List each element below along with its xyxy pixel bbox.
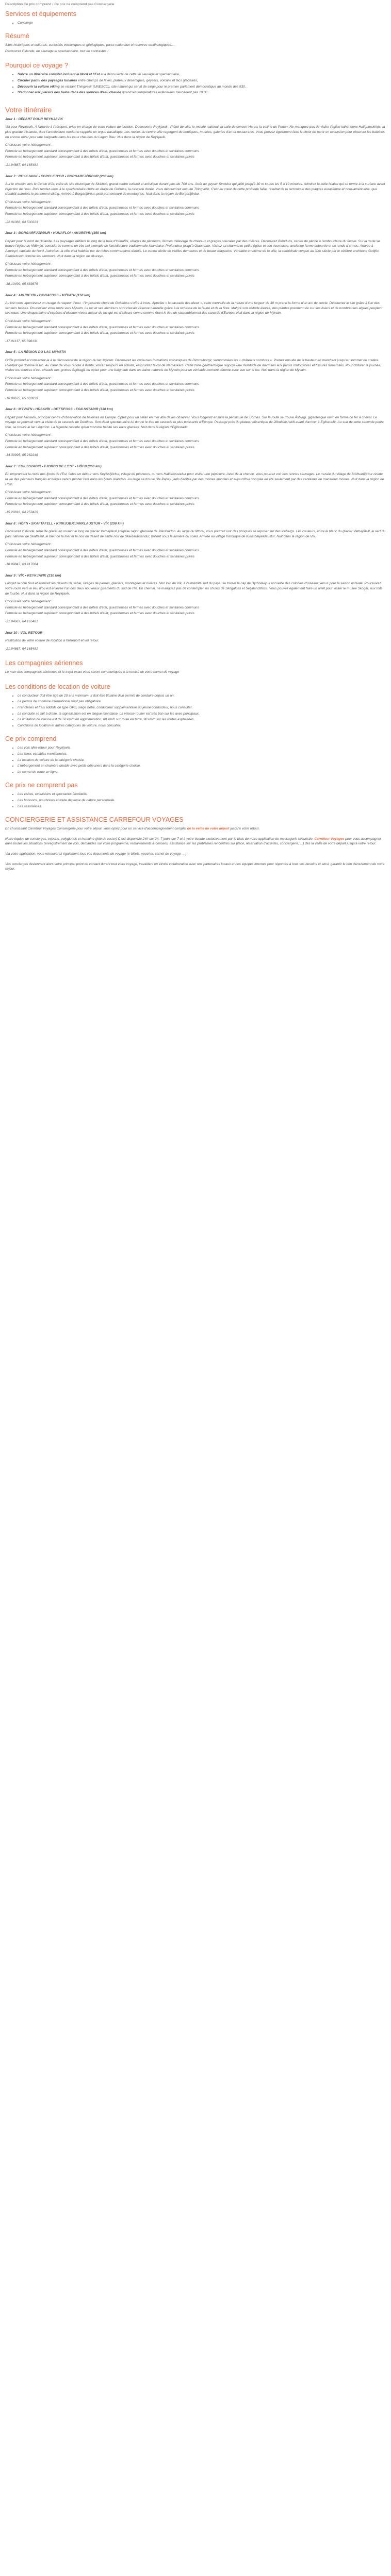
resume-line: Sites historiques et culturels, curiosités volcaniques et géologiques, parcs nationaux et réserves ornithologiques....	[5, 43, 175, 47]
lodging-option: Formule en hébergement standard correspondant à des hôtels d'état, guesthouses et fermes avec douches et sanitaires communs	[5, 605, 199, 609]
lodging-option: Formule en hébergement standard correspondant à des hôtels d'état, guesthouses et fermes avec douches et sanitaires communs	[5, 382, 199, 386]
itinerary-title: Votre itinéraire	[5, 105, 52, 114]
list-item: • Les assurances.	[18, 804, 386, 809]
lodging-choice-label: Choisissez votre hébergement :	[5, 262, 53, 266]
day-description: En empruntant la route des fjords de l'Est, faites un détour vers Seyðisfjörður, village de pêcheurs, ou vers Hallormsstaður pour visiter une pépinière. Avec de la chance, vous pourrez voir des rennes sauvages. Le musée du village de Stöðvarfjörður réside la vie des pêcheurs français et belges venus pêcher l'été dans les fjords islandais. Au large se trouve l'île Papey, jadis habitée par des moines irlandais et aujourd'hui occupée en été seulement par des centaines de macareux moines. Nuit dans la région de Höfn.	[5, 472, 384, 486]
itinerary-day	[5, 293, 386, 344]
compagnies-title: Les compagnies aériennes	[5, 659, 83, 667]
lodging-option: Formule en hébergement supérieur correspondant à des hôtels d'état, guesthouses et fermes avec douches et sanitaires privés	[5, 445, 194, 449]
lodging-option: Formule en hébergement standard correspondant à des hôtels d'état, guesthouses et fermes avec douches et sanitaires communs	[5, 439, 199, 444]
conciergerie-paragraph	[5, 837, 386, 846]
day-title: Jour 8 : HÖFN • SKAFTAFELL • KIRKJUBÆJARKLAUSTUR • VÍK (290 km)	[5, 521, 124, 526]
conditions-list	[5, 693, 386, 728]
list-item: • Franchises et frais additifs de type GPS, siège bébé, conducteur supplémentaire ou jeune conducteur, nous consulter.	[18, 705, 386, 710]
description-line: Description Ce prix comprend / Ce prix ne comprend pas Conciergerie	[5, 3, 115, 6]
list-item: • La location de voiture de la catégorie choisie.	[18, 758, 386, 763]
day-coordinates: -15.20816, 64.253429	[5, 511, 38, 514]
lodging-option: Formule en hébergement supérieur correspondant à des hôtels d'état, guesthouses et fermes avec douches et sanitaires privés	[5, 502, 194, 506]
prix-ne-comprend-list	[5, 792, 386, 809]
compagnies-text: Le nom des compagnies aériennes et le trajet exact vous seront communiqués à la remise de votre carnet de voyage	[5, 670, 180, 674]
item-bold: Suivre un itinéraire complet incluant le Nord et l'Est	[18, 73, 100, 77]
day-description: Griffe profond et consacrez-la à la découverte de la région du lac Mývatn. Découvrez les curieuses formations volcaniques de Dimmuborgir, surnommées les « châteaux sombres ». Prenez ensuite de la hauteur en marchant jusqu'au sommet du cratère Hverfjall qui domine le lac. Au cœur de vous rendre à Krafla, volcan toujours en activité, empruntez le col de Námaskarð. Cette zone géothermique regorge une multitude de marmites aux parois multicolores et fissures fumerolles. Pour clôturer la journée, visitez les sources d'eau chaude des grottes Grjótagjá ou optez pour une baignade dans les bains naturels de Mývatn pour un véritable moment détente avec vue sur le lac. Nuit dans la région de Mývatn.	[5, 358, 382, 372]
pourquoi-title: Pourquoi ce voyage ?	[5, 62, 68, 70]
item-rest: quand les températures extérieures n'excèdent pas 10 °C.	[121, 91, 209, 95]
lodging-option: Formule en hébergement supérieur correspondant à des hôtels d'état, guesthouses et fermes avec douches et sanitaires privés	[5, 612, 194, 616]
lodging-option: Formule en hébergement supérieur correspondant à des hôtels d'état, guesthouses et fermes avec douches et sanitaires privés	[5, 331, 194, 335]
lodging-option: Formule en hébergement standard correspondant à des hôtels d'état, guesthouses et fermes avec douches et sanitaires communs	[5, 325, 199, 329]
services-list	[5, 21, 386, 26]
list-item: • Les vols aller-retour pour Reykjavik.	[18, 745, 386, 751]
list-item	[18, 84, 386, 90]
pourquoi-list	[5, 72, 386, 95]
lodging-option: Formule en hébergement supérieur correspondant à des hôtels d'état, guesthouses et fermes avec douches et sanitaires privés	[5, 388, 194, 392]
itinerary-day	[5, 407, 386, 458]
day-description: Sur le chemin vers le Cercle d'Or, visite du site historique de Skálholt, grand centre culturel et artistique durant plus de 700 ans. Arrêt au geyser Strokkur qui jaillit jusqu'à 30 m toutes les 5 à 10 minutes. Admirez la belle falaise qui se forme à la surface avant l'éjection de l'eau. Puis rendez-vous à le spectaculaire chute en étage de Gullfoss, la cascade dorée. Vous découvrirez ensuite Thingvellir, C'est au cœur de cette profonde faille, résultat de la tectonique des plaques eurasienne et nord-américaine, que s'établit autrefois le parlement viking. Arrivée à Borgarfjörður, petit port entouré de montagnes. Nuit dans la région de Borgarfjördur.	[5, 182, 385, 196]
day-title: Jour 6 : MÝVATN • HÚSAVÍK • DETTIFOSS • EGILSSTAÐIR (330 km)	[5, 408, 113, 412]
day-coordinates: -17.01137, 65.598131	[5, 339, 38, 343]
lodging-choice-label: Choisissez votre hébergement :	[5, 376, 53, 380]
day-coordinates: -22.01068, 64.500223	[5, 220, 38, 224]
item-rest: en visitant Thingvellir (UNESCO), site naturel qui servit de siège pour le premier parlement démocratique au monde dès 930,	[59, 84, 246, 89]
day-description: Départ pour le nord de l'Islande. Les paysages défilent le long de la baie d'Húnaflói, villages de pêcheurs, fermes d'élevage de chevaux et grages creusées par des rivières. Découvrez Blönduós, centre de pêche à l'embouchure du fleuve. Sur la route se trouve l'église de Viðimýri, considérée comme un très bel exemple de l'architecture traditionnelle islandaise. Profondeur jusqu'à Glaumbær. Visitez sa charmante petite église et son écomusée, ancienne ferme entourée et sa ronde d'armes. Arrivée à Akureyri, capitale du Nord. Autrefois, la ville était habitée par de riches commerçants danois. Le centre abrite de vieilles demeures et de beaux magasins. Véritable emblème de la ville, la cathédrale conçue au XXe siècle par le célèbre architecte Guðjón Samúelsson domine les alentours. Nuit dans la région de Akureyri.	[5, 239, 380, 258]
text-span: jusqu'à votre retour.	[229, 827, 260, 831]
day-coordinates: -21.94667, 64.165481	[5, 163, 38, 167]
lodging-option: Formule en hébergement standard correspondant à des hôtels d'état, guesthouses et fermes avec douches et sanitaires communs	[5, 206, 199, 210]
brand-link[interactable]: Carrefour Voyages	[314, 837, 345, 841]
day-coordinates: -14.39995, 65.262246	[5, 453, 38, 457]
list-item: • Le permis de conduire international n'est pas obligatoire.	[18, 699, 386, 704]
item-bold: S'adonner aux plaisirs des bains dans des sources d'eau chaude	[18, 91, 121, 95]
prix-comprend-list	[5, 745, 386, 774]
lodging-option: Formule en hébergement supérieur correspondant à des hôtels d'état, guesthouses et fermes avec douches et sanitaires privés	[5, 274, 194, 278]
lodging-option: Formule en hébergement supérieur correspondant à des hôtels d'état, guesthouses et fermes avec douches et sanitaires privés	[5, 554, 194, 558]
conciergerie-paragraph: Vos concierges deviennent alors votre principal point de contact durant tout votre voyage, travaillant en étroite collaboration avec nos partenaires locaux et nos équipes internes pour répondre à tous vos besoins et ainsi, garantir le bon déroulement de votre séjour.	[5, 862, 385, 871]
list-item: • La conduite se fait à droite, la signalisation est en langue islandaise. La vitesse routier est très bon sur les axes principaux.	[18, 711, 386, 717]
item-bold: Découvrir la culture viking	[18, 84, 60, 89]
itinerary-day	[5, 350, 386, 401]
day-coordinates: -21.94667, 64.165481	[5, 647, 38, 651]
text-span: Notre équipe de concierges, experts, polyglottes et humaine (joie de rester) C est disponible 24h sur 24, 7 jours sur 7 et à votre écoute exclusivement par le biais de notre application de messagerie sécurisée:	[5, 837, 315, 841]
list-item: • Conditions de location et autres catégories de voiture, nous consulter.	[18, 723, 386, 728]
day-description: Au loin vous apercevrez un nuage de vapeur d'eau : l'imposante chute de Goðafoss s'offre à vous. Appelée « la cascade des dieux », cette merveille de la nature d'une largeur de 30 m prend la forme d'un arc de cercle. Découvrez le site grâce à l'un des sentiers balisés. Poursuivez votre route vers Mývatn. Le lac et ses alentours sont classés réserve naturelle grâce à la richesse de la faune et de la flore. Malgré son altitude élevée, des plantes prennent vie sur ses lisiers et de nombreuses algues peuplent ses eaux. Une cinquantaine d'espèces d'oiseaux vivent autour du lac qui est d'ailleurs connu comme étant le lieu de rassemblement des canards d'Europe. Nuit dans la région de Mývatn.	[5, 301, 383, 315]
list-item: • Le conducteur doit être âgé de 20 ans minimum. Il doit être titulaire d'un permis de conduire depuis un an.	[18, 693, 386, 699]
day-coordinates: -18.99847, 63.417084	[5, 563, 38, 567]
day-title: Jour 9 : VÍK • REYKJAVIK (210 km)	[5, 573, 61, 578]
lodging-option: Formule en hébergement standard correspondant à des hôtels d'état, guesthouses et fermes avec douches et sanitaires communs	[5, 496, 199, 500]
day-description: Restitution de votre voiture de location à l'aéroport et vol retour.	[5, 639, 100, 643]
lodging-choice-label: Choisissez votre hébergement :	[5, 543, 53, 547]
list-item: • Concierge	[18, 21, 386, 26]
day-coordinates: -21.94667, 64.165481	[5, 619, 38, 623]
itinerary-day	[5, 573, 386, 624]
item-rest: à la découverte de cette île sauvage et spectaculaire,	[100, 73, 180, 77]
resume-line: Découvrez l'Islande, de sauvage et spectaculaire, tout en contrastes !	[5, 49, 108, 53]
services-title: Services et équipements	[5, 10, 76, 18]
list-item	[18, 72, 386, 77]
day-coordinates: -18.10499, 65.683676	[5, 282, 38, 286]
lodging-option: Formule en hébergement standard correspondant à des hôtels d'état, guesthouses et fermes avec douches et sanitaires communs	[5, 268, 199, 272]
lodging-choice-label: Choisissez votre hébergement :	[5, 200, 53, 204]
page	[0, 0, 391, 880]
itinerary-days	[5, 117, 386, 652]
lodging-option: Formule en hébergement standard correspondant à des hôtels d'état, guesthouses et fermes avec douches et sanitaires communs	[5, 548, 199, 552]
itinerary-day	[5, 174, 386, 225]
day-description: Longez la côte Sud et admirez les déserts de sable, rivages de pierres, glaciers, montagnes et rivières. Non loin de Vík, à l'extrémité sud du pays, se trouve le cap de Dyrhólaey. Il accueille des colonies d'oiseaux venus pour la saison estivale. Poursuivez votre route vers le lieu d'où est enlevée l'un des deux nouveaux gisements du sud de l'île. En chemin, ne manquez pas de contempler les chutes de Skógafoss et Seljalandsfoss. Vous pouvez également faire un arrêt pour visiter le musée Skógar, aux toits de tourbe. Nuit dans la région de Reykjavik.	[5, 582, 383, 596]
lodging-option: Formule en hébergement supérieur correspondant à des hôtels d'état, guesthouses et fermes avec douches et sanitaires privés	[5, 212, 194, 216]
day-title: Jour 5 : LA RÉGION DU LAC MÝVATN	[5, 350, 66, 354]
itinerary-day	[5, 521, 386, 567]
lodging-choice-label: Choisissez votre hébergement :	[5, 319, 53, 323]
day-title: Jour 1 : DÉPART POUR REYKJAVIK	[5, 117, 63, 121]
itinerary-day	[5, 117, 386, 168]
day-title: Jour 4 : AKUREYRI • GOÐAFOSS • MÝVATN (150 km)	[5, 293, 90, 297]
day-description: Découvrez l'Islande, terre de glace, en roulant le long du glacier Vatnajökull jusqu'au lagon glaciaire de Jökulsárlón. Au large du littoral, vous pourrez voir des phoques se reposer sur des icebergs. Les couleurs, entre le blanc du glacier Vatnajökull, le vert du parc national de Skaftafell, le bleu de la mer et le noir du désert de sable noir de Skeiðarársandur, brillent sous la lumière du soleil. Arrivée au village historique de Kirkjubæjarklaustur. Nuit dans la région de Vík.	[5, 530, 386, 538]
text-span: pour vous accompagner dans toutes les situations (enregistrement de vols, demandes sur votre programme, remaniements & conseils, assistance sur les problèmes rencontrés sur place, réservation d'activités, conciergerie, ...) dès la veille de votre départ jusqu'à votre retour.	[5, 837, 381, 846]
lodging-option: Formule en hébergement standard correspondant à des hôtels d'état, guesthouses et fermes avec douches et sanitaires communs	[5, 149, 199, 153]
itinerary-day	[5, 231, 386, 286]
prix-comprend-title: Ce prix comprend	[5, 735, 57, 743]
conciergerie-paragraph	[5, 826, 386, 832]
highlight-text: de la veille de votre départ	[187, 827, 230, 831]
lodging-choice-label: Choisissez votre hébergement :	[5, 433, 53, 437]
day-title: Jour 10 : VOL RETOUR	[5, 631, 43, 635]
list-item: • La limitation de vitesse est de 50 km/h en agglomération, 80 km/h sur route en terre, 90 km/h sur les routes asphaltées.	[18, 717, 386, 722]
day-title: Jour 3 : BORGARFJÖRÐUR • HÚNAFLÓI • AKUREYRI (350 km)	[5, 231, 106, 235]
resume-title: Résumé	[5, 32, 29, 40]
text-span: En choisissant Carrefour Voyages Conciergerie pour votre séjour, vous optez pour un service d'accompagnement complet	[5, 827, 187, 831]
conciergerie-paragraph: Via votre application, vous retrouverez également tous vos documents de voyage (e-billets, voucher, carnet de voyage, ...)	[5, 852, 187, 856]
lodging-choice-label: Choisissez votre hébergement :	[5, 600, 53, 604]
item-bold: Circuler parmi des paysages lunaires	[18, 78, 77, 82]
itinerary-day	[5, 631, 386, 652]
list-item	[18, 78, 386, 83]
prix-ne-comprend-title: Ce prix ne comprend pas	[5, 782, 78, 789]
list-item: • Le carnet de route en ligne.	[18, 770, 386, 775]
item-rest: entre champs de laves, plateaux désertiques, geysers, volcans et lacs glaciaires,	[77, 78, 198, 82]
day-title: Jour 2 : REYKJAVIK • CERCLE D'OR • BORGARFJÖRÐUR (290 km)	[5, 174, 113, 178]
day-description: Départ pour Húsavík, principal centre d'observation de baleines en Europe. Optez pour un safari en mer afin de les observer. Vous longerez ensuite la péninsule de Tjörnes. Sur la route se trouve Ásbyrgi, gigantesque ravin en forme de fer à cheval. Le voyage se poursuit vers la visite de la cascade de Dettifoss. Son débit spectaculaire lui donne le titre de cascade la plus puissante d'Europe. Passage près du plateau désertique de Jökuldalsheiði avant d'arriver à Egilsstaðir. Au sud de cette seconde petite ville, se trouve le lac Lögurinn. La légende raconte qu'un monstre habite ses eaux glacées. Nuit dans la région d'Egilsstaðir.	[5, 415, 384, 429]
day-coordinates: -16.99675, 65.603839	[5, 396, 38, 400]
lodging-choice-label: Choisissez votre hébergement :	[5, 143, 53, 147]
lodging-option: Formule en hébergement supérieur correspondant à des hôtels d'état, guesthouses et fermes avec douches et sanitaires privés	[5, 155, 194, 159]
itinerary-day	[5, 464, 386, 515]
list-item	[18, 90, 386, 95]
list-item: • Les visites, excursions et spectacles facultatifs.	[18, 792, 386, 797]
list-item: • L'hébergement en chambre double avec petits déjeuners dans la catégorie choisie.	[18, 764, 386, 769]
lodging-choice-label: Choisissez votre hébergement :	[5, 490, 53, 495]
day-description: Vol pour Reykjavik. À l'arrivée à l'aéroport, prise en charge de votre voiture de location. Découverte Reykjavik : l'hôtel de ville, le musée national, la salle de concert Harpa, la colline de Perlan. Ne manquez pas de visiter l'église luthérienne Hallgrimskirkja, la plus grande d'Islande, dont l'architecture moderne rappelle un orgue basaltique. Les ruelles du centre-ville regorgent de boutiques, musées, galeries d'art et restaurants. Vous pouvez également faire le choix de partir en excursion pour observer les baleines ou encore opter pour une baignade dans les eaux chaudes du Lagon Bleu. Nuit dans la région de Reykjavik.	[5, 125, 385, 139]
conditions-title: Les conditions de location de voiture	[5, 683, 110, 690]
list-item: • Les boissons, pourboires et toute dépense de nature personnelle.	[18, 798, 386, 803]
conciergerie-title: CONCIERGERIE ET ASSISTANCE CARREFOUR VOYAGES	[5, 816, 184, 824]
list-item: • Les taxes variables mentionnées.	[18, 752, 386, 757]
day-title: Jour 7 : EGILSSTAÐIR • FJORDS DE L'EST • HÖFN (360 km)	[5, 464, 102, 468]
